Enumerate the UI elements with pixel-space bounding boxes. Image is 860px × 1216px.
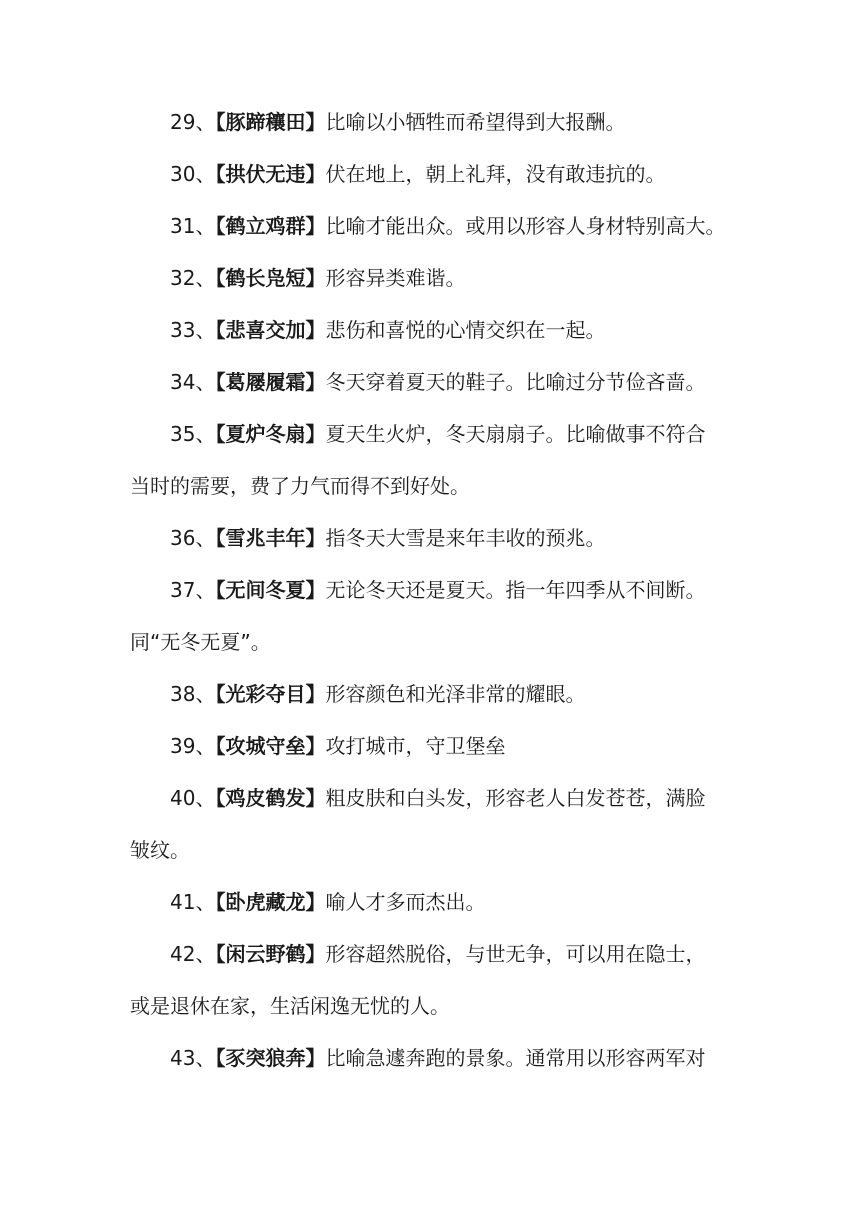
entry-number: 37、: [170, 578, 216, 602]
idiom-term: 【葛屦履霜】: [215, 370, 326, 394]
entry-line: [130, 304, 740, 356]
entry-definition: 比喻才能出众。或用以形容人身材特别高大。: [325, 214, 726, 238]
entry-number: 30、: [170, 162, 216, 186]
idiom-term: 【鹤立鸡群】: [215, 214, 326, 238]
entry-definition: 无论冬天还是夏天。指一年四季从不间断。: [325, 578, 706, 602]
idiom-term: 【无间冬夏】: [215, 578, 326, 602]
idiom-term: 【卧虎藏龙】: [215, 890, 326, 914]
idiom-term: 【鸡皮鹤发】: [215, 786, 326, 810]
idiom-term: 【悲喜交加】: [215, 318, 326, 342]
entry-number: 33、: [170, 318, 216, 342]
entry-line: [130, 200, 740, 252]
entry-line: [130, 928, 740, 980]
entry-number: 42、: [170, 942, 216, 966]
idiom-entry-29: [130, 96, 740, 148]
entry-line: [130, 668, 740, 720]
entry-line: [130, 564, 740, 616]
entry-number: 34、: [170, 370, 216, 394]
entry-number: 35、: [170, 422, 216, 446]
entry-definition: 指冬天大雪是来年丰收的预兆。: [325, 526, 606, 550]
entry-number: 40、: [170, 786, 216, 810]
entry-line: [130, 772, 740, 824]
entry-continuation-line: 皱纹。: [130, 838, 190, 862]
entry-number: 29、: [170, 110, 216, 134]
entry-continuation-line: 或是退休在家，生活闲逸无忧的人。: [130, 994, 450, 1018]
entry-line: [130, 720, 740, 772]
idiom-entry-39: [130, 720, 740, 772]
entry-number: 36、: [170, 526, 216, 550]
idiom-entry-42: [130, 928, 740, 1032]
idiom-term: 【攻城守垒】: [215, 734, 326, 758]
entry-definition: 冬天穿着夏天的鞋子。比喻过分节俭吝啬。: [325, 370, 706, 394]
entry-definition: 粗皮肤和白头发，形容老人白发苍苍，满脸: [325, 786, 706, 810]
entry-continuation-line: 同“无冬无夏”。: [130, 630, 271, 654]
idiom-entry-37: [130, 564, 740, 668]
entry-definition: 形容颜色和光泽非常的耀眼。: [325, 682, 586, 706]
entry-line: [130, 1032, 740, 1084]
idiom-entry-41: [130, 876, 740, 928]
entry-line: [130, 512, 740, 564]
entry-line: [130, 148, 740, 200]
idiom-term: 【拱伏无违】: [215, 162, 326, 186]
entry-number: 38、: [170, 682, 216, 706]
idiom-entry-43: [130, 1032, 740, 1084]
entry-line: [130, 876, 740, 928]
entry-number: 43、: [170, 1046, 216, 1070]
idiom-entry-32: [130, 252, 740, 304]
idiom-entry-33: [130, 304, 740, 356]
entry-continuation-line: 当时的需要，费了力气而得不到好处。: [130, 474, 470, 498]
entry-number: 41、: [170, 890, 216, 914]
idiom-term: 【雪兆丰年】: [215, 526, 326, 550]
entry-line: [130, 356, 740, 408]
entry-number: 31、: [170, 214, 216, 238]
idiom-term: 【光彩夺目】: [215, 682, 326, 706]
idiom-entry-36: [130, 512, 740, 564]
entry-definition: 比喻以小牺牲而希望得到大报酬。: [325, 110, 626, 134]
entry-number: 39、: [170, 734, 216, 758]
idiom-term: 【夏炉冬扇】: [215, 422, 326, 446]
entry-number: 32、: [170, 266, 216, 290]
entry-line: [130, 252, 740, 304]
idiom-term: 【闲云野鹤】: [215, 942, 326, 966]
entry-definition: 形容超然脱俗，与世无争，可以用在隐士，: [325, 942, 706, 966]
idiom-term: 【鹤长凫短】: [215, 266, 326, 290]
entry-definition: 伏在地上，朝上礼拜，没有敢违抗的。: [325, 162, 666, 186]
idiom-entry-38: [130, 668, 740, 720]
entry-line: [130, 96, 740, 148]
entry-definition: 喻人才多而杰出。: [325, 890, 486, 914]
idiom-term: 【豚蹄穰田】: [215, 110, 326, 134]
entry-definition: 比喻急遽奔跑的景象。通常用以形容两军对: [325, 1046, 706, 1070]
entry-definition: 夏天生火炉，冬天扇扇子。比喻做事不符合: [325, 422, 706, 446]
idiom-term: 【豕突狼奔】: [215, 1046, 326, 1070]
idiom-entry-35: [130, 408, 740, 512]
idiom-entry-31: [130, 200, 740, 252]
entry-definition: 形容异类难谐。: [325, 266, 466, 290]
idiom-entry-30: [130, 148, 740, 200]
entry-line: [130, 408, 740, 460]
idiom-entry-40: [130, 772, 740, 876]
idiom-entry-34: [130, 356, 740, 408]
entry-definition: 攻打城市，守卫堡垒: [325, 734, 506, 758]
entry-definition: 悲伤和喜悦的心情交织在一起。: [325, 318, 606, 342]
